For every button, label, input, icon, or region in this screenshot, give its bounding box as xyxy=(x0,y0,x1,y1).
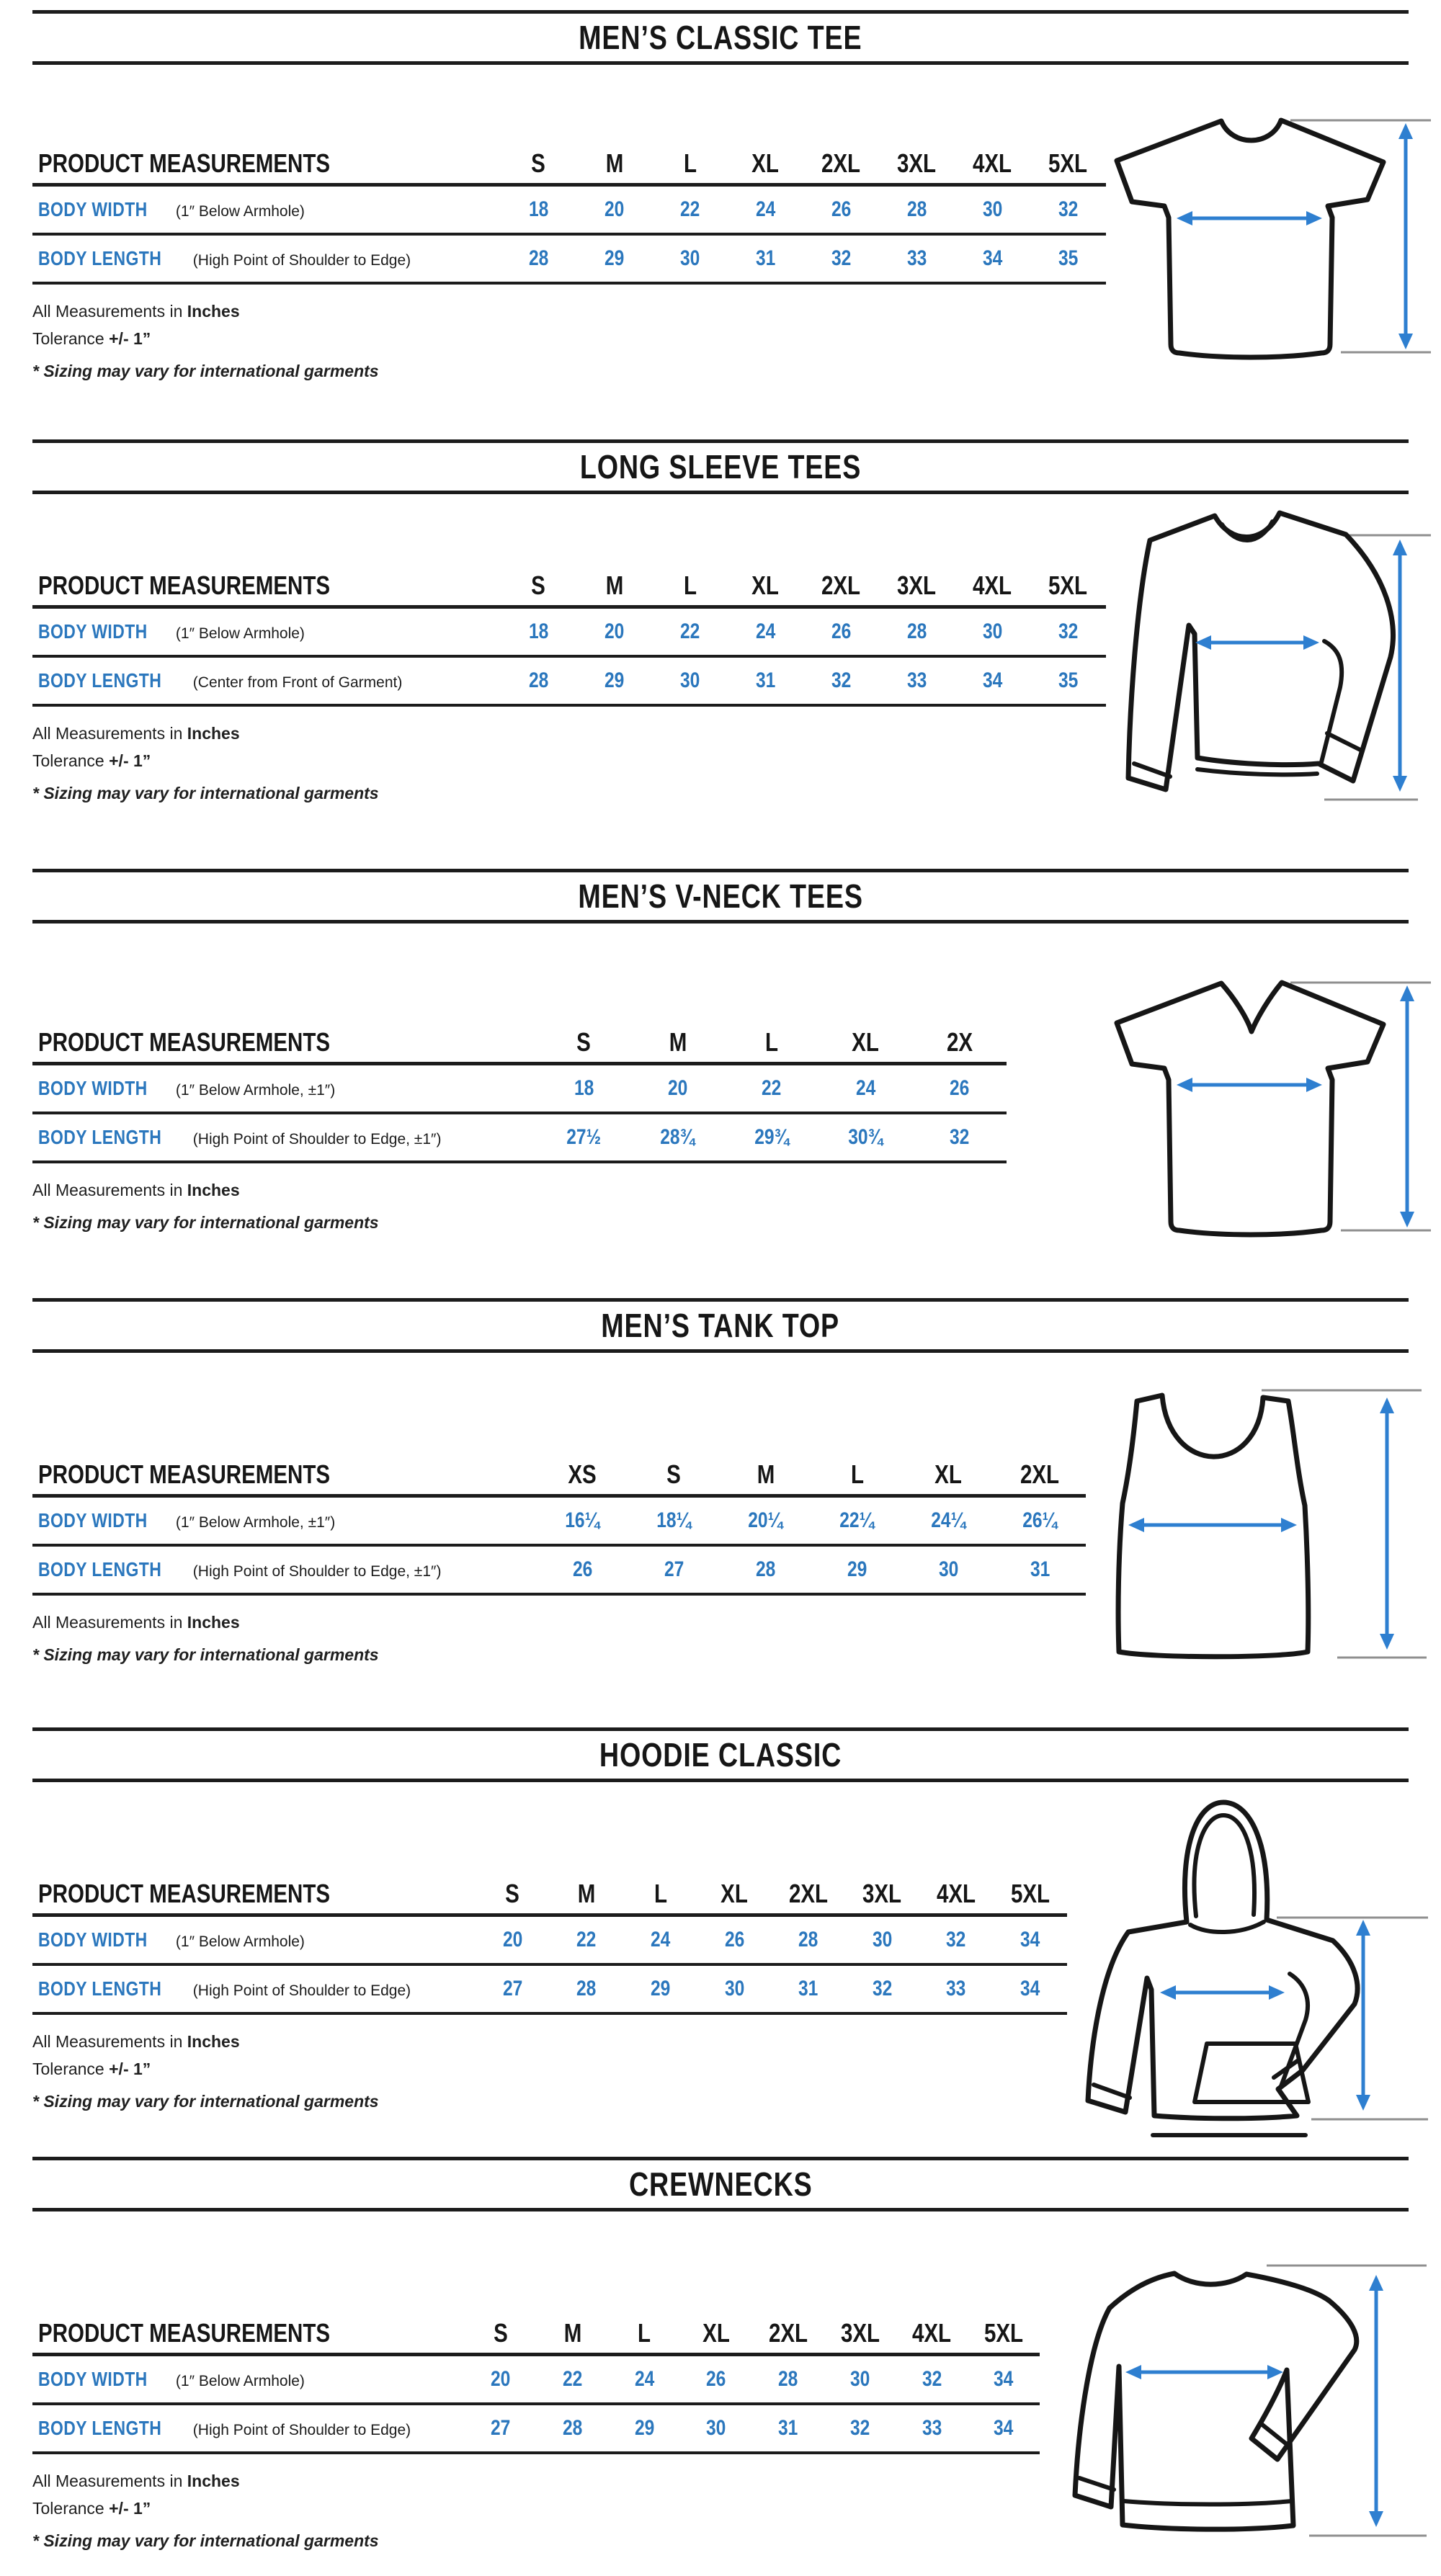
size-column-header: 2XL xyxy=(788,1879,828,1908)
size-column-header: 2XL xyxy=(768,2318,808,2348)
length-arrowhead-top xyxy=(1380,1397,1394,1413)
size-value: 24 xyxy=(755,197,776,221)
size-value: 32 xyxy=(872,1977,893,2000)
divider xyxy=(32,704,1106,707)
size-column-header: XL xyxy=(751,571,780,600)
measurements-table xyxy=(32,2307,1040,2454)
size-value: 24 xyxy=(755,620,776,643)
section-title-text: CREWNECKS xyxy=(628,2165,813,2203)
size-value: 29 xyxy=(634,2416,655,2440)
size-value: 24¼ xyxy=(931,1508,966,1532)
size-value: 27 xyxy=(664,1557,684,1581)
size-value: 32 xyxy=(1058,620,1079,643)
row-note: (1″ Below Armhole) xyxy=(175,2373,305,2389)
size-value: 24 xyxy=(855,1076,876,1100)
table-header-row xyxy=(32,559,1106,605)
row-note: (1″ Below Armhole, ±1″) xyxy=(175,1514,336,1531)
size-column-header: XL xyxy=(720,1879,749,1908)
divider xyxy=(32,1160,1007,1163)
size-value: 29¾ xyxy=(754,1125,789,1149)
tolerance-note: Tolerance +/- 1” xyxy=(32,2499,151,2518)
size-value: 34 xyxy=(982,668,1003,692)
row-note: (High Point of Shoulder to Edge) xyxy=(192,1982,411,1999)
size-value: 32 xyxy=(950,1125,970,1149)
row-note: (Center from Front of Garment) xyxy=(192,674,403,691)
table-header-row xyxy=(32,1448,1086,1494)
size-value: 31 xyxy=(755,246,776,270)
size-column-header: 2XL xyxy=(821,148,861,178)
size-value: 29 xyxy=(604,246,625,270)
size-value: 30 xyxy=(982,620,1003,643)
divider xyxy=(32,2012,1067,2015)
table-header-row xyxy=(32,1016,1007,1062)
length-arrowhead-top xyxy=(1369,2275,1383,2291)
row-note: (High Point of Shoulder to Edge) xyxy=(192,252,411,269)
row-note: (1″ Below Armhole) xyxy=(175,203,305,220)
size-column-header: L xyxy=(764,1027,779,1057)
size-value: 33 xyxy=(906,246,927,270)
size-value: 29 xyxy=(650,1977,671,2000)
measurements-note: All Measurements in Inches xyxy=(32,1181,240,1199)
crewneck-illustration xyxy=(1066,2181,1434,2570)
length-arrowhead-top xyxy=(1400,985,1414,1001)
table-row-body-length xyxy=(32,1966,1067,2012)
size-value: 32 xyxy=(946,1928,966,1951)
size-value: 28 xyxy=(562,2416,583,2440)
classic-tee-figure xyxy=(1108,58,1432,411)
sizing-note: * Sizing may vary for international garments xyxy=(32,784,379,802)
size-value: 28 xyxy=(528,246,549,270)
size-value: 18¼ xyxy=(656,1508,692,1532)
size-value: 26 xyxy=(950,1076,970,1100)
row-note: (1″ Below Armhole) xyxy=(175,1933,305,1950)
size-value: 20 xyxy=(491,2367,511,2391)
size-value: 30¾ xyxy=(848,1125,883,1149)
section-mens-tank-top xyxy=(0,1288,1441,1717)
size-value: 33 xyxy=(946,1977,966,2000)
table-row-body-width xyxy=(32,1065,1007,1112)
row-label: BODY WIDTH xyxy=(38,1509,148,1531)
size-value: 28 xyxy=(906,197,927,221)
size-column-header: M xyxy=(577,1879,596,1908)
row-note: (High Point of Shoulder to Edge) xyxy=(192,2422,411,2438)
row-label: BODY WIDTH xyxy=(38,1077,148,1099)
size-column-header: XL xyxy=(702,2318,730,2348)
measurements-table xyxy=(32,1016,1007,1163)
size-value: 18 xyxy=(528,197,549,221)
table-header: PRODUCT MEASUREMENTS xyxy=(38,1879,331,1908)
size-value: 20 xyxy=(502,1928,522,1951)
section-hoodie-classic xyxy=(0,1717,1441,2147)
size-value: 31 xyxy=(755,668,776,692)
size-value: 30 xyxy=(706,2416,726,2440)
size-value: 28 xyxy=(528,668,549,692)
size-value: 30 xyxy=(849,2367,870,2391)
row-note: (1″ Below Armhole, ±1″) xyxy=(175,1082,336,1099)
row-label: BODY LENGTH xyxy=(38,669,162,692)
length-arrowhead-bottom xyxy=(1380,1634,1394,1650)
section-title-text: MEN’S V-NECK TEES xyxy=(578,877,863,915)
size-value: 32 xyxy=(831,668,852,692)
length-arrowhead-top xyxy=(1393,540,1407,555)
measurements-note: All Measurements in Inches xyxy=(32,724,240,743)
tolerance-note: Tolerance +/- 1” xyxy=(32,329,151,348)
size-value: 35 xyxy=(1058,668,1079,692)
size-value: 26 xyxy=(831,620,852,643)
size-column-header: 2XL xyxy=(1020,1459,1060,1489)
section-title-text: MEN’S CLASSIC TEE xyxy=(579,19,862,56)
size-value: 34 xyxy=(1020,1977,1040,2000)
size-value: 30 xyxy=(679,246,700,270)
size-value: 30 xyxy=(724,1977,744,2000)
table-header-row xyxy=(32,1867,1067,1913)
section-mens-v-neck-tees xyxy=(0,859,1441,1288)
divider xyxy=(32,2451,1040,2454)
size-column-header: S xyxy=(494,2318,508,2348)
table-header: PRODUCT MEASUREMENTS xyxy=(38,571,331,600)
hoodie-outline xyxy=(1088,1802,1357,2119)
size-value: 20¼ xyxy=(748,1508,783,1532)
sizing-note: * Sizing may vary for international garments xyxy=(32,2531,379,2550)
size-value: 26 xyxy=(572,1557,593,1581)
size-column-header: L xyxy=(850,1459,864,1489)
measurements-table xyxy=(32,1448,1086,1596)
size-value: 26 xyxy=(831,197,852,221)
size-value: 22 xyxy=(576,1928,597,1951)
size-value: 16¼ xyxy=(565,1508,600,1532)
hoodie-figure xyxy=(1074,1752,1434,2141)
size-value: 22 xyxy=(562,2367,583,2391)
long-sleeve-illustration xyxy=(1108,471,1432,846)
row-label: BODY LENGTH xyxy=(38,247,162,269)
size-value: 34 xyxy=(994,2367,1014,2391)
size-column-header: S xyxy=(505,1879,520,1908)
size-value: 28 xyxy=(576,1977,597,2000)
section-title xyxy=(32,14,1409,61)
measurements-note: All Measurements in Inches xyxy=(32,2472,240,2490)
hoodie-illustration xyxy=(1074,1752,1434,2141)
table-row-body-width xyxy=(32,1498,1086,1544)
length-arrowhead-bottom xyxy=(1400,1212,1414,1227)
table-header-row xyxy=(32,137,1106,183)
row-note: (1″ Below Armhole) xyxy=(175,625,305,642)
size-column-header: 4XL xyxy=(936,1879,976,1908)
size-value: 22 xyxy=(679,197,700,221)
length-arrowhead-top xyxy=(1356,1920,1370,1936)
table-row-body-length xyxy=(32,2405,1040,2451)
size-value: 20 xyxy=(667,1076,688,1100)
size-value: 20 xyxy=(604,620,625,643)
table-row-body-width xyxy=(32,2356,1040,2402)
size-value: 26 xyxy=(706,2367,726,2391)
measurements-note: All Measurements in Inches xyxy=(32,1613,240,1632)
table-row-body-length xyxy=(32,658,1106,704)
size-column-header: XL xyxy=(852,1027,880,1057)
size-value: 28 xyxy=(778,2367,798,2391)
long-sleeve-tee-figure xyxy=(1108,471,1432,846)
size-value: 31 xyxy=(1030,1557,1050,1581)
classic-tee-illustration xyxy=(1108,58,1432,411)
row-label: BODY WIDTH xyxy=(38,1928,148,1951)
size-column-header: 5XL xyxy=(984,2318,1024,2348)
row-label: BODY WIDTH xyxy=(38,198,148,220)
section-mens-classic-tee xyxy=(0,0,1441,429)
row-label: BODY WIDTH xyxy=(38,620,148,643)
size-value: 34 xyxy=(1020,1928,1040,1951)
size-value: 32 xyxy=(1058,197,1079,221)
size-value: 18 xyxy=(574,1076,594,1100)
size-column-header: S xyxy=(576,1027,592,1057)
size-column-header: 3XL xyxy=(897,148,937,178)
size-value: 18 xyxy=(528,620,549,643)
size-column-header: L xyxy=(653,1879,667,1908)
table-header-row xyxy=(32,2307,1040,2353)
table-row-body-length xyxy=(32,236,1106,282)
size-value: 20 xyxy=(604,197,625,221)
size-column-header: M xyxy=(605,571,623,600)
section-long-sleeve-tees xyxy=(0,429,1441,859)
size-column-header: 3XL xyxy=(897,571,937,600)
v-neck-outline xyxy=(1117,983,1383,1235)
table-row-body-width xyxy=(32,187,1106,233)
divider xyxy=(32,282,1106,285)
size-column-header: 4XL xyxy=(912,2318,952,2348)
tolerance-note: Tolerance +/- 1” xyxy=(32,2060,151,2078)
v-neck-illustration xyxy=(1108,922,1432,1282)
section-title-text: HOODIE CLASSIC xyxy=(599,1736,842,1774)
tank-top-figure xyxy=(1108,1338,1432,1713)
size-value: 30 xyxy=(982,197,1003,221)
tolerance-note: Tolerance +/- 1” xyxy=(32,751,151,770)
measurements-note: All Measurements in Inches xyxy=(32,302,240,321)
divider xyxy=(32,1593,1086,1596)
size-column-header: M xyxy=(757,1459,775,1489)
size-value: 28 xyxy=(755,1557,776,1581)
size-value: 26¼ xyxy=(1022,1508,1058,1532)
size-value: 27 xyxy=(491,2416,511,2440)
size-column-header: 4XL xyxy=(973,571,1012,600)
length-arrowhead-bottom xyxy=(1369,2511,1383,2527)
size-value: 29 xyxy=(847,1557,867,1581)
row-label: BODY LENGTH xyxy=(38,1126,162,1148)
size-column-header: XL xyxy=(751,148,780,178)
row-label: BODY WIDTH xyxy=(38,2368,148,2390)
section-title-text: LONG SLEEVE TEES xyxy=(579,448,862,486)
table-row-body-width xyxy=(32,609,1106,655)
table-row-body-length xyxy=(32,1114,1007,1160)
size-value: 22¼ xyxy=(839,1508,875,1532)
tee-outline xyxy=(1117,120,1383,357)
size-value: 34 xyxy=(982,246,1003,270)
size-value: 24 xyxy=(634,2367,655,2391)
size-column-header: S xyxy=(531,148,546,178)
row-label: BODY LENGTH xyxy=(38,2417,162,2439)
size-column-header: XS xyxy=(568,1459,597,1489)
size-column-header: 5XL xyxy=(1010,1879,1050,1908)
size-column-header: 4XL xyxy=(973,148,1012,178)
size-value: 22 xyxy=(762,1076,782,1100)
size-value: 26 xyxy=(724,1928,744,1951)
section-crewnecks xyxy=(0,2147,1441,2576)
size-column-header: S xyxy=(666,1459,682,1489)
size-value: 32 xyxy=(849,2416,870,2440)
measurements-note: All Measurements in Inches xyxy=(32,2032,240,2051)
sizing-note: * Sizing may vary for international garments xyxy=(32,362,379,380)
crewneck-figure xyxy=(1066,2181,1434,2570)
size-value: 32 xyxy=(831,246,852,270)
size-value: 33 xyxy=(906,668,927,692)
size-value: 30 xyxy=(938,1557,959,1581)
size-value: 33 xyxy=(922,2416,942,2440)
size-column-header: 3XL xyxy=(862,1879,902,1908)
size-value: 24 xyxy=(650,1928,671,1951)
size-value: 27½ xyxy=(566,1125,602,1149)
length-arrowhead-top xyxy=(1398,123,1413,139)
size-value: 28¾ xyxy=(660,1125,695,1149)
size-column-header: 5XL xyxy=(1048,148,1088,178)
row-note: (High Point of Shoulder to Edge, ±1″) xyxy=(192,1563,442,1580)
size-column-header: L xyxy=(683,148,697,178)
measurements-table xyxy=(32,559,1106,707)
hem-band-line xyxy=(1197,769,1317,774)
size-value: 28 xyxy=(906,620,927,643)
section-title-text: MEN’S TANK TOP xyxy=(601,1307,840,1344)
row-note: (High Point of Shoulder to Edge, ±1″) xyxy=(192,1131,442,1148)
row-label: BODY LENGTH xyxy=(38,1558,162,1580)
size-column-header: S xyxy=(531,571,546,600)
size-value: 31 xyxy=(798,1977,818,2000)
size-column-header: XL xyxy=(934,1459,963,1489)
size-column-header: 5XL xyxy=(1048,571,1088,600)
v-neck-tee-figure xyxy=(1108,922,1432,1282)
size-value: 32 xyxy=(922,2367,942,2391)
sizing-note: * Sizing may vary for international garments xyxy=(32,2092,379,2111)
size-column-header: M xyxy=(669,1027,687,1057)
table-header: PRODUCT MEASUREMENTS xyxy=(38,148,331,178)
table-header: PRODUCT MEASUREMENTS xyxy=(38,1459,331,1489)
size-value: 22 xyxy=(679,620,700,643)
section-title xyxy=(32,872,1409,920)
tank-top-illustration xyxy=(1108,1338,1432,1713)
size-column-header: L xyxy=(683,571,697,600)
length-arrowhead-bottom xyxy=(1398,334,1413,349)
sizing-note: * Sizing may vary for international garments xyxy=(32,1213,379,1232)
measurements-table xyxy=(32,137,1106,285)
size-column-header: 3XL xyxy=(840,2318,880,2348)
size-column-header: 2X xyxy=(946,1027,973,1057)
row-label: BODY LENGTH xyxy=(38,1977,162,2000)
size-value: 30 xyxy=(679,668,700,692)
size-column-header: L xyxy=(638,2318,651,2348)
size-value: 28 xyxy=(798,1928,818,1951)
size-column-header: M xyxy=(563,2318,581,2348)
table-row-body-length xyxy=(32,1547,1086,1593)
table-header: PRODUCT MEASUREMENTS xyxy=(38,1027,331,1057)
size-value: 30 xyxy=(872,1928,893,1951)
measurements-table xyxy=(32,1867,1067,2015)
crewneck-outline xyxy=(1075,2273,1357,2529)
size-value: 34 xyxy=(994,2416,1014,2440)
length-arrowhead-bottom xyxy=(1356,2095,1370,2111)
length-arrowhead-bottom xyxy=(1393,776,1407,792)
size-column-header: M xyxy=(605,148,623,178)
table-header: PRODUCT MEASUREMENTS xyxy=(38,2318,331,2348)
size-value: 35 xyxy=(1058,246,1079,270)
size-value: 27 xyxy=(502,1977,522,2000)
size-value: 31 xyxy=(778,2416,798,2440)
table-row-body-width xyxy=(32,1917,1067,1963)
sizing-note: * Sizing may vary for international garments xyxy=(32,1645,379,1664)
size-value: 29 xyxy=(604,668,625,692)
size-column-header: 2XL xyxy=(821,571,861,600)
